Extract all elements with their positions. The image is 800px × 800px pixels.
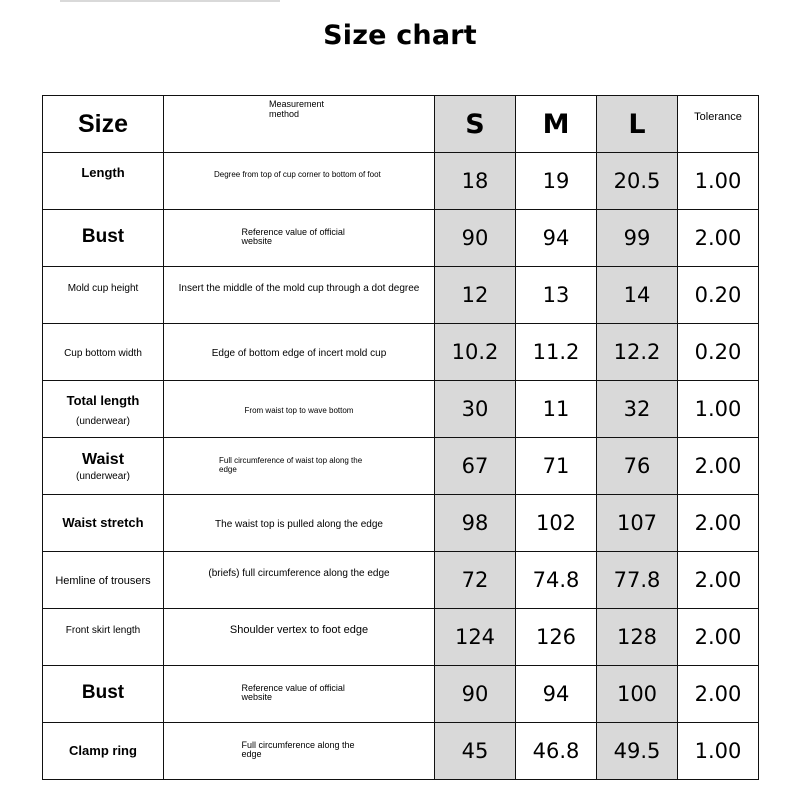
row-name: Waist stretch <box>62 515 144 530</box>
row-l-value: 14 <box>623 283 651 307</box>
header-tolerance: Tolerance <box>694 111 742 123</box>
row-name: Total length <box>66 392 140 408</box>
row-m-cell <box>516 438 597 495</box>
row-s-cell <box>435 267 516 324</box>
row-name-cell <box>43 723 164 780</box>
table-row <box>43 552 759 609</box>
header-method-cell <box>164 96 435 153</box>
row-l-value: 100 <box>616 682 658 706</box>
row-name: Bust <box>81 226 125 247</box>
row-l-cell <box>597 666 678 723</box>
row-tolerance-cell <box>678 438 759 495</box>
row-m-value: 11 <box>542 397 570 421</box>
row-m-cell <box>516 324 597 381</box>
row-method-cell <box>164 381 435 438</box>
row-tolerance-value: 2.00 <box>694 454 742 478</box>
row-m-value: 71 <box>542 454 570 478</box>
row-name: Clamp ring <box>69 743 137 758</box>
row-method: Insert the middle of the mold cup through a dot degree <box>178 283 420 294</box>
row-tolerance-cell <box>678 552 759 609</box>
table-row <box>43 723 759 780</box>
row-m-cell <box>516 210 597 267</box>
header-size-cell <box>43 96 164 153</box>
row-s-value: 98 <box>461 511 489 535</box>
page-title: Size chart <box>323 20 477 51</box>
row-m-cell <box>516 381 597 438</box>
row-m-value: 11.2 <box>532 340 580 364</box>
row-m-value: 46.8 <box>532 739 580 763</box>
row-s-value: 90 <box>461 226 489 250</box>
row-s-value: 72 <box>461 568 489 592</box>
row-s-cell <box>435 324 516 381</box>
row-l-value: 32 <box>623 397 651 421</box>
row-s-cell <box>435 723 516 780</box>
row-tolerance-cell <box>678 381 759 438</box>
row-name-sub: (underwear) <box>76 470 130 482</box>
row-l-cell <box>597 267 678 324</box>
header-row <box>43 96 759 153</box>
row-name-sub: (underwear) <box>76 415 130 427</box>
row-tolerance-cell <box>678 723 759 780</box>
row-tolerance-cell <box>678 267 759 324</box>
row-name-cell <box>43 267 164 324</box>
row-m-cell <box>516 495 597 552</box>
row-m-value: 94 <box>542 682 570 706</box>
row-name-cell <box>43 381 164 438</box>
row-m-cell <box>516 552 597 609</box>
table-row <box>43 153 759 210</box>
row-m-cell <box>516 609 597 666</box>
row-m-cell <box>516 153 597 210</box>
row-s-cell <box>435 609 516 666</box>
row-method-cell <box>164 210 435 267</box>
row-m-value: 126 <box>535 625 577 649</box>
row-method-cell <box>164 495 435 552</box>
row-method-cell <box>164 609 435 666</box>
row-method: The waist top is pulled along the edge <box>215 519 383 530</box>
row-method: Edge of bottom edge of incert mold cup <box>211 348 387 359</box>
row-tolerance-cell <box>678 153 759 210</box>
row-tolerance-cell <box>678 666 759 723</box>
row-name-cell <box>43 438 164 495</box>
header-s: S <box>465 108 485 140</box>
row-s-value: 12 <box>461 283 489 307</box>
row-s-value: 45 <box>461 739 489 763</box>
row-s-cell <box>435 438 516 495</box>
table-row <box>43 381 759 438</box>
row-m-value: 19 <box>542 169 570 193</box>
row-method-cell <box>164 438 435 495</box>
size-chart-table <box>42 95 759 780</box>
row-name: Hemline of trousers <box>55 575 151 587</box>
top-edge-strip <box>60 0 280 2</box>
row-l-cell <box>597 552 678 609</box>
row-l-value: 99 <box>623 226 651 250</box>
row-s-cell <box>435 153 516 210</box>
table-row <box>43 609 759 666</box>
table-row <box>43 267 759 324</box>
row-s-value: 67 <box>461 454 489 478</box>
row-method-cell <box>164 267 435 324</box>
row-tolerance-value: 0.20 <box>694 283 742 307</box>
row-tolerance-cell <box>678 495 759 552</box>
header-l: L <box>628 108 646 140</box>
row-method: Shoulder vertex to foot edge <box>229 624 369 636</box>
row-tolerance-value: 1.00 <box>694 397 742 421</box>
row-method-cell <box>164 552 435 609</box>
row-l-value: 49.5 <box>613 739 661 763</box>
row-name-cell <box>43 324 164 381</box>
row-tolerance-value: 1.00 <box>694 739 742 763</box>
row-tolerance-value: 2.00 <box>694 226 742 250</box>
row-method-cell <box>164 666 435 723</box>
row-method-cell <box>164 153 435 210</box>
row-name: Length <box>81 165 125 180</box>
row-l-cell <box>597 210 678 267</box>
row-tolerance-value: 1.00 <box>694 169 742 193</box>
row-l-value: 12.2 <box>613 340 661 364</box>
header-m: M <box>542 108 570 140</box>
row-l-value: 128 <box>616 625 658 649</box>
row-name: Bust <box>81 682 125 703</box>
row-name: Mold cup height <box>67 282 139 294</box>
row-m-value: 94 <box>542 226 570 250</box>
row-s-value: 124 <box>454 625 496 649</box>
row-l-cell <box>597 723 678 780</box>
row-m-cell <box>516 666 597 723</box>
row-l-cell <box>597 324 678 381</box>
row-m-cell <box>516 267 597 324</box>
row-method: Full circumference along the edge <box>241 739 355 759</box>
table-row <box>43 438 759 495</box>
row-s-value: 30 <box>461 397 489 421</box>
row-s-cell <box>435 552 516 609</box>
row-method: Degree from top of cup corner to bottom of foot <box>214 170 381 179</box>
row-method: Reference value of official website <box>241 682 345 702</box>
row-m-value: 74.8 <box>532 568 580 592</box>
row-method: (briefs) full circumference along the edge <box>208 568 390 579</box>
row-m-cell <box>516 723 597 780</box>
row-s-value: 10.2 <box>451 340 499 364</box>
row-s-cell <box>435 381 516 438</box>
row-name-cell <box>43 552 164 609</box>
row-name: Cup bottom width <box>64 347 142 359</box>
row-name: Waist <box>81 450 125 468</box>
header-size: Size <box>77 109 129 138</box>
row-method-cell <box>164 723 435 780</box>
row-s-cell <box>435 210 516 267</box>
row-s-value: 90 <box>461 682 489 706</box>
row-m-value: 13 <box>542 283 570 307</box>
table-row <box>43 495 759 552</box>
row-l-value: 77.8 <box>613 568 661 592</box>
row-s-cell <box>435 495 516 552</box>
row-s-cell <box>435 666 516 723</box>
row-name-cell <box>43 666 164 723</box>
header-m-cell <box>516 96 597 153</box>
row-name: Front skirt length <box>65 624 141 636</box>
row-l-cell <box>597 153 678 210</box>
row-tolerance-value: 2.00 <box>694 511 742 535</box>
row-method: Full circumference of waist top along the edge <box>219 455 363 474</box>
row-tolerance-cell <box>678 210 759 267</box>
table-row <box>43 324 759 381</box>
row-m-value: 102 <box>535 511 577 535</box>
header-tolerance-cell <box>678 96 759 153</box>
row-s-value: 18 <box>461 169 489 193</box>
row-l-cell <box>597 438 678 495</box>
row-tolerance-value: 2.00 <box>694 682 742 706</box>
row-name-cell <box>43 210 164 267</box>
row-method: From waist top to wave bottom <box>244 406 354 415</box>
row-tolerance-value: 0.20 <box>694 340 742 364</box>
row-tolerance-cell <box>678 609 759 666</box>
row-l-value: 107 <box>616 511 658 535</box>
row-l-cell <box>597 495 678 552</box>
header-l-cell <box>597 96 678 153</box>
header-method: Measurement method <box>269 98 325 119</box>
row-tolerance-cell <box>678 324 759 381</box>
row-l-value: 76 <box>623 454 651 478</box>
row-tolerance-value: 2.00 <box>694 568 742 592</box>
row-tolerance-value: 2.00 <box>694 625 742 649</box>
row-l-value: 20.5 <box>613 169 661 193</box>
row-name-cell <box>43 495 164 552</box>
row-method: Reference value of official website <box>241 226 345 246</box>
table-row <box>43 666 759 723</box>
header-s-cell <box>435 96 516 153</box>
row-l-cell <box>597 609 678 666</box>
row-method-cell <box>164 324 435 381</box>
row-name-cell <box>43 609 164 666</box>
table-row <box>43 210 759 267</box>
row-name-cell <box>43 153 164 210</box>
row-l-cell <box>597 381 678 438</box>
